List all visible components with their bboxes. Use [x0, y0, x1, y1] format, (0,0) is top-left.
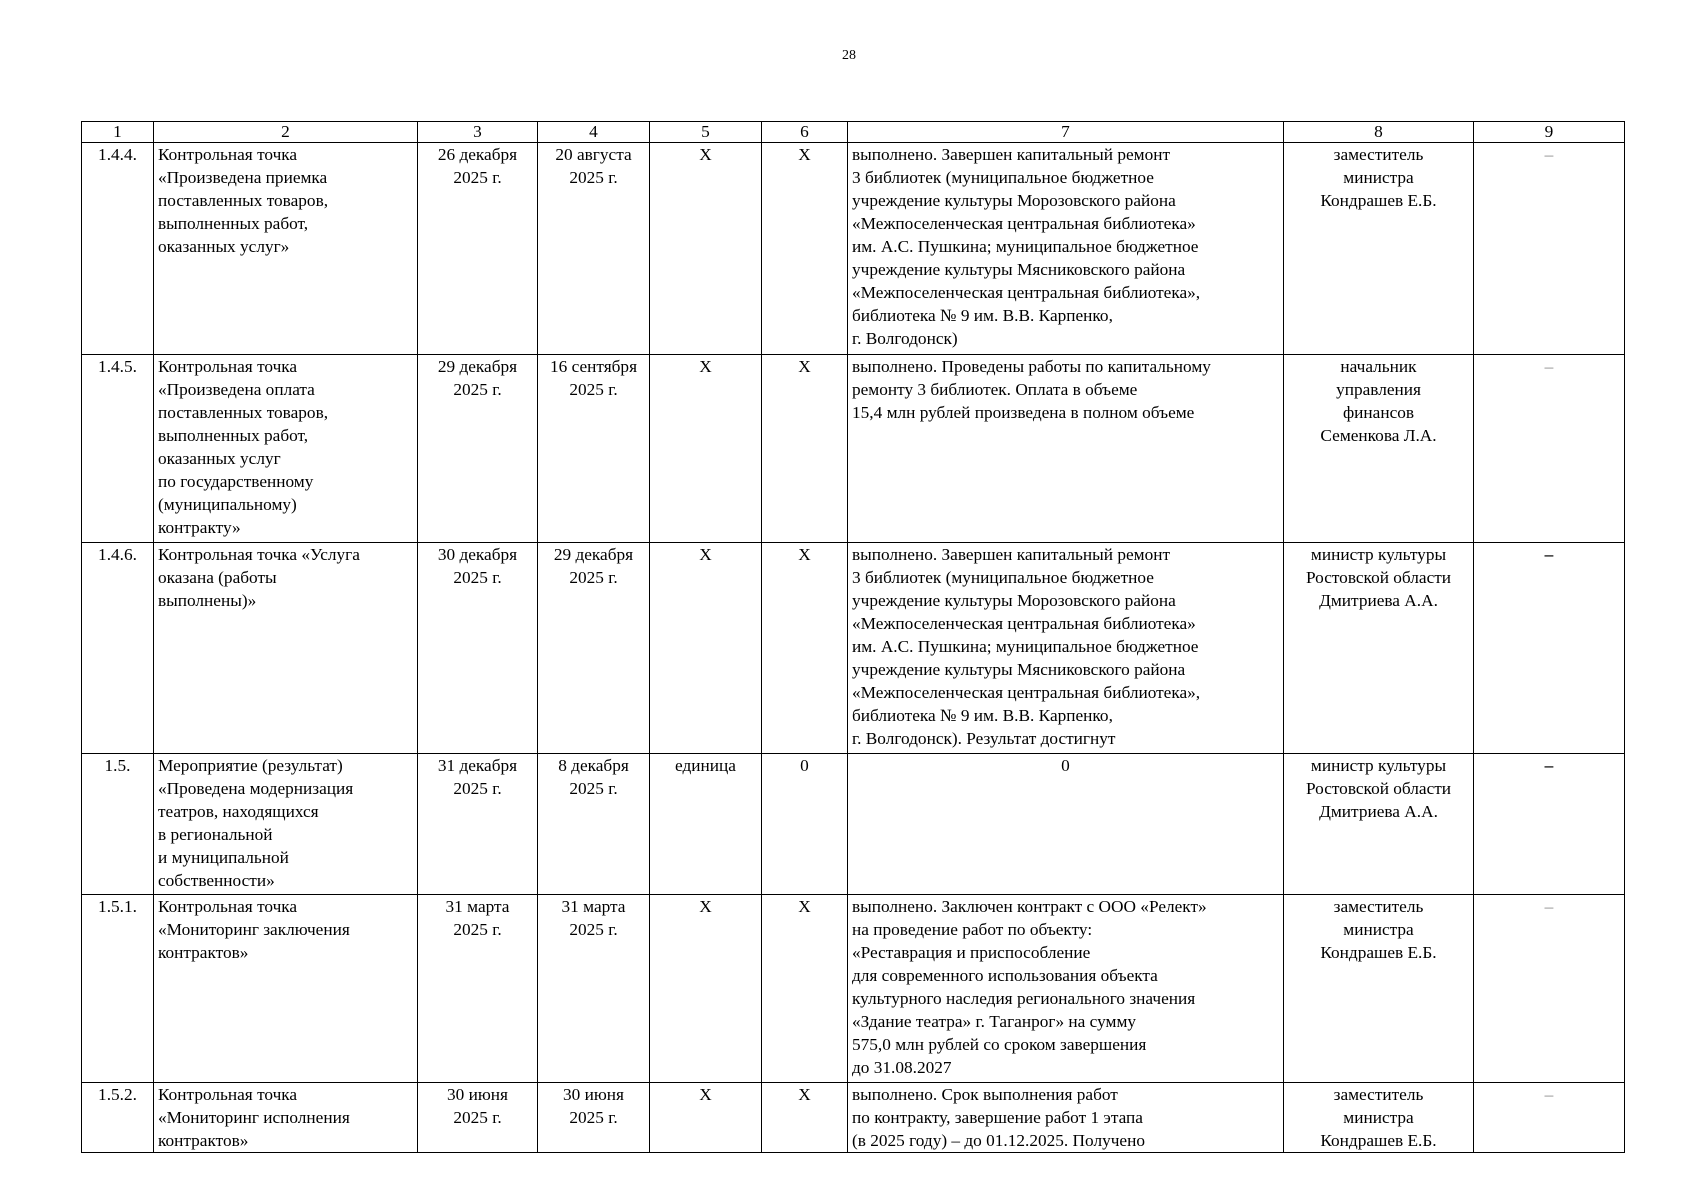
value-cell: Х	[762, 143, 848, 355]
note-cell: –	[1474, 543, 1625, 754]
column-header: 6	[762, 122, 848, 143]
row-number: 1.5.	[82, 754, 154, 895]
fact-date: 8 декабря 2025 г.	[538, 754, 650, 895]
plan-date: 31 декабря 2025 г.	[418, 754, 538, 895]
column-header: 9	[1474, 122, 1625, 143]
plan-date: 29 декабря 2025 г.	[418, 355, 538, 543]
row-number: 1.5.2.	[82, 1083, 154, 1153]
note-cell: –	[1474, 754, 1625, 895]
table-row	[82, 143, 1625, 355]
row-number: 1.4.4.	[82, 143, 154, 355]
responsible-cell: заместитель министра Кондрашев Е.Б.	[1284, 895, 1474, 1083]
column-header: 5	[650, 122, 762, 143]
unit-cell: единица	[650, 754, 762, 895]
row-name: Контрольная точка «Услуга оказана (работы выполнены)»	[154, 543, 418, 754]
note-cell: –	[1474, 895, 1625, 1083]
table-row	[82, 1083, 1625, 1153]
column-number-row	[82, 122, 1625, 143]
plan-date: 30 декабря 2025 г.	[418, 543, 538, 754]
table-row	[82, 754, 1625, 895]
plan-date: 30 июня 2025 г.	[418, 1083, 538, 1153]
row-name: Контрольная точка «Произведена оплата поставленных товаров, выполненных работ, оказанных услуг по государственному (муниципальному) контракту»	[154, 355, 418, 543]
responsible-cell: начальник управления финансов Семенкова Л.А.	[1284, 355, 1474, 543]
column-header: 4	[538, 122, 650, 143]
value-cell: Х	[762, 355, 848, 543]
column-header: 1	[82, 122, 154, 143]
value-cell: 0	[762, 754, 848, 895]
responsible-cell: заместитель министра Кондрашев Е.Б.	[1284, 1083, 1474, 1153]
value-cell: Х	[762, 543, 848, 754]
column-header: 3	[418, 122, 538, 143]
row-number: 1.4.6.	[82, 543, 154, 754]
fact-date: 29 декабря 2025 г.	[538, 543, 650, 754]
note-cell: –	[1474, 1083, 1625, 1153]
note-cell: –	[1474, 355, 1625, 543]
row-name: Мероприятие (результат) «Проведена модернизация театров, находящихся в региональной и муниципальной собственности»	[154, 754, 418, 895]
note-cell: –	[1474, 143, 1625, 355]
row-name: Контрольная точка «Мониторинг исполнения контрактов»	[154, 1083, 418, 1153]
status-cell: выполнено. Заключен контракт с ООО «Релект» на проведение работ по объекту: «Реставрация и приспособление для современного использования объекта культурного наследия регионального значения «Здание театра» г. Таганрог» на сумму 575,0 млн рублей со сроком завершения до 31.08.2027	[848, 895, 1284, 1083]
row-number: 1.5.1.	[82, 895, 154, 1083]
status-cell: выполнено. Завершен капитальный ремонт 3 библиотек (муниципальное бюджетное учреждение культуры Морозовского района «Межпоселенческая центральная библиотека» им. А.С. Пушкина; муниципальное бюджетное учреждение культуры Мясниковского района «Межпоселенческая центральная библиотека», библиотека № 9 им. В.В. Карпенко, г. Волгодонск). Результат достигнут	[848, 543, 1284, 754]
page-number: 28	[842, 48, 856, 63]
table-row	[82, 355, 1625, 543]
responsible-cell: заместитель министра Кондрашев Е.Б.	[1284, 143, 1474, 355]
status-cell: выполнено. Срок выполнения работ по контракту, завершение работ 1 этапа (в 2025 году) – до 01.12.2025. Получено	[848, 1083, 1284, 1153]
fact-date: 30 июня 2025 г.	[538, 1083, 650, 1153]
unit-cell: Х	[650, 143, 762, 355]
row-name: Контрольная точка «Произведена приемка поставленных товаров, выполненных работ, оказанных услуг»	[154, 143, 418, 355]
plan-date: 31 марта 2025 г.	[418, 895, 538, 1083]
column-header: 7	[848, 122, 1284, 143]
value-cell: Х	[762, 1083, 848, 1153]
table-row	[82, 543, 1625, 754]
unit-cell: Х	[650, 543, 762, 754]
column-header: 8	[1284, 122, 1474, 143]
unit-cell: Х	[650, 1083, 762, 1153]
report-table	[81, 121, 1625, 1153]
fact-date: 16 сентября 2025 г.	[538, 355, 650, 543]
value-cell: Х	[762, 895, 848, 1083]
fact-date: 31 марта 2025 г.	[538, 895, 650, 1083]
table-row	[82, 895, 1625, 1083]
column-header: 2	[154, 122, 418, 143]
status-cell: 0	[848, 754, 1284, 895]
status-cell: выполнено. Проведены работы по капитальному ремонту 3 библиотек. Оплата в объеме 15,4 млн рублей произведена в полном объеме	[848, 355, 1284, 543]
row-number: 1.4.5.	[82, 355, 154, 543]
row-name: Контрольная точка «Мониторинг заключения контрактов»	[154, 895, 418, 1083]
responsible-cell: министр культуры Ростовской области Дмитриева А.А.	[1284, 754, 1474, 895]
unit-cell: Х	[650, 355, 762, 543]
fact-date: 20 августа 2025 г.	[538, 143, 650, 355]
plan-date: 26 декабря 2025 г.	[418, 143, 538, 355]
responsible-cell: министр культуры Ростовской области Дмитриева А.А.	[1284, 543, 1474, 754]
unit-cell: Х	[650, 895, 762, 1083]
status-cell: выполнено. Завершен капитальный ремонт 3 библиотек (муниципальное бюджетное учреждение культуры Морозовского района «Межпоселенческая центральная библиотека» им. А.С. Пушкина; муниципальное бюджетное учреждение культуры Мясниковского района «Межпоселенческая центральная библиотека», библиотека № 9 им. В.В. Карпенко, г. Волгодонск)	[848, 143, 1284, 355]
